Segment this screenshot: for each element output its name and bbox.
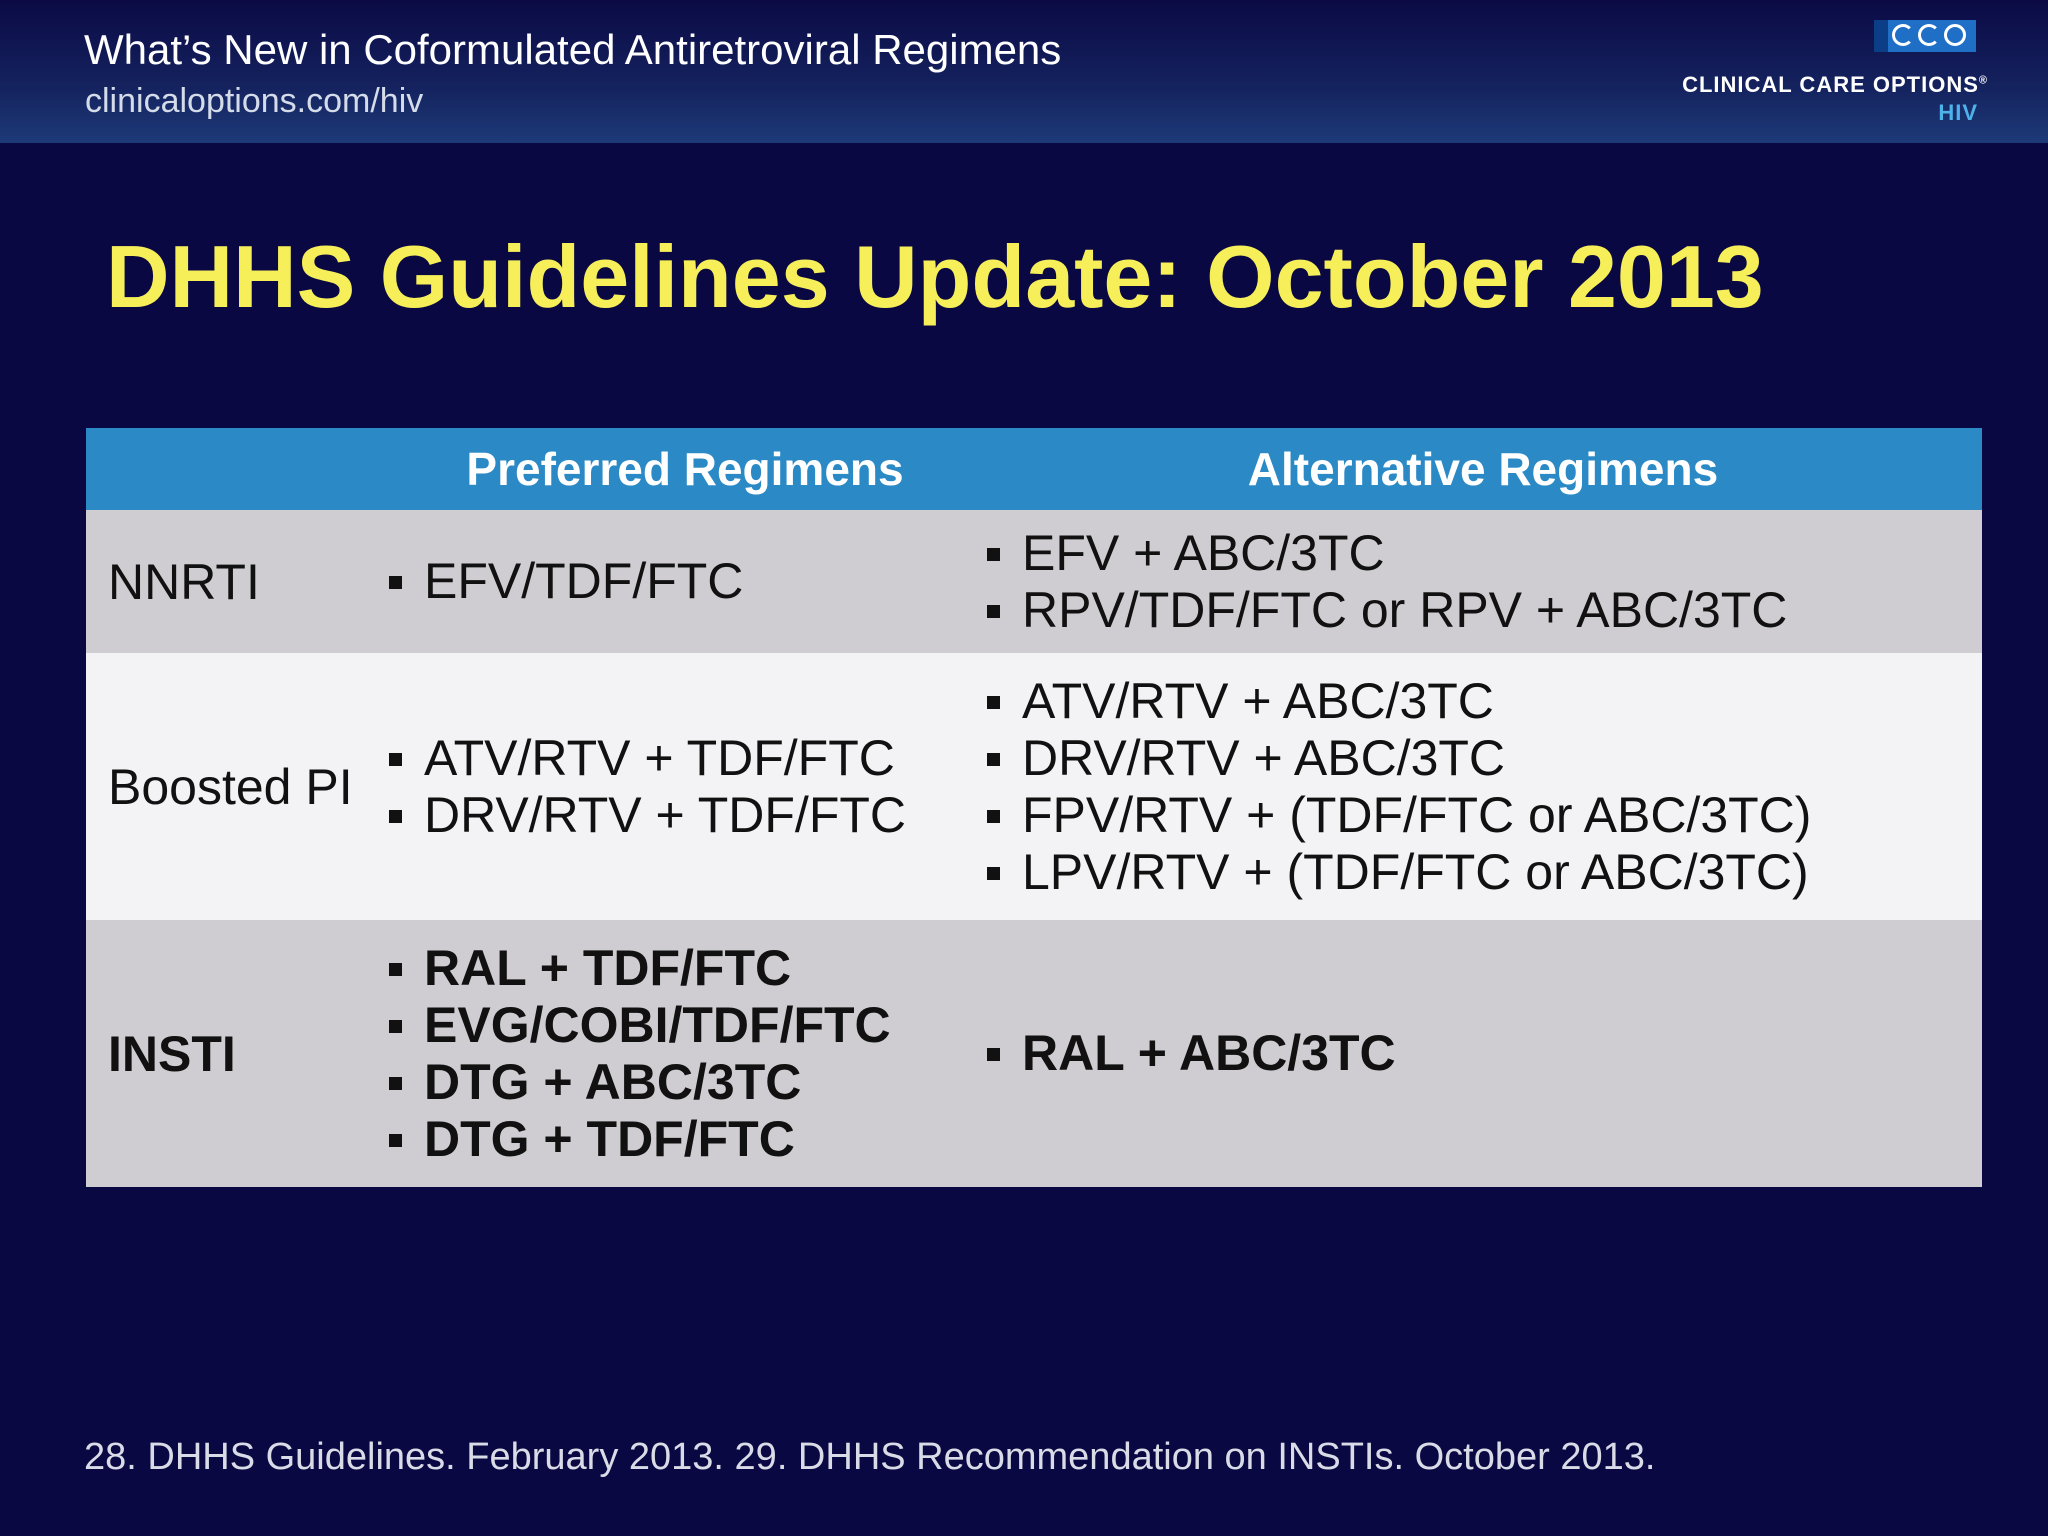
slide-header [0, 0, 2048, 143]
table-row [86, 920, 1982, 1187]
preferred-cell [386, 653, 984, 920]
preferred-cell [386, 920, 984, 1187]
list-item: RAL + ABC/3TC [984, 1025, 1982, 1082]
alternative-cell [984, 653, 1982, 920]
list-item: EFV/TDF/FTC [386, 553, 984, 610]
list-item: FPV/RTV + (TDF/FTC or ABC/3TC) [984, 787, 1982, 844]
slide-title: DHHS Guidelines Update: October 2013 [106, 227, 1764, 326]
list-item: EVG/COBI/TDF/FTC [386, 997, 984, 1054]
preferred-cell [386, 510, 984, 653]
header-alternative: Alternative Regimens [984, 428, 1982, 510]
table-row [86, 653, 1982, 920]
list-item: DTG + TDF/FTC [386, 1111, 984, 1168]
list-item: LPV/RTV + (TDF/FTC or ABC/3TC) [984, 844, 1982, 901]
header-url: clinicaloptions.com/hiv [85, 82, 424, 120]
row-category: NNRTI [86, 510, 386, 653]
logo-sub: HIV [1938, 100, 1978, 125]
list-item: ATV/RTV + ABC/3TC [984, 673, 1982, 730]
cco-logo-mark-icon [1874, 20, 1976, 52]
table-header-row [86, 428, 1982, 510]
list-item: DTG + ABC/3TC [386, 1054, 984, 1111]
alternative-cell [984, 510, 1982, 653]
cco-logo [1668, 20, 1988, 130]
header-title: What’s New in Coformulated Antiretroviral Regimens [84, 26, 1062, 73]
list-item: RPV/TDF/FTC or RPV + ABC/3TC [984, 582, 1982, 639]
regimens-table [86, 428, 1982, 1187]
footer-references: 28. DHHS Guidelines. February 2013. 29. DHHS Recommendation on INSTIs. October 2013. [84, 1436, 1656, 1478]
table-row [86, 510, 1982, 653]
list-item: RAL + TDF/FTC [386, 940, 984, 997]
list-item: ATV/RTV + TDF/FTC [386, 730, 984, 787]
header-preferred: Preferred Regimens [386, 428, 984, 510]
alternative-cell [984, 920, 1982, 1187]
logo-name: CLINICAL CARE OPTIONS® [1682, 72, 1988, 97]
row-category: INSTI [86, 920, 386, 1187]
list-item: DRV/RTV + ABC/3TC [984, 730, 1982, 787]
row-category: Boosted PI [86, 653, 386, 920]
list-item: DRV/RTV + TDF/FTC [386, 787, 984, 844]
header-empty [86, 428, 386, 510]
list-item: EFV + ABC/3TC [984, 525, 1982, 582]
